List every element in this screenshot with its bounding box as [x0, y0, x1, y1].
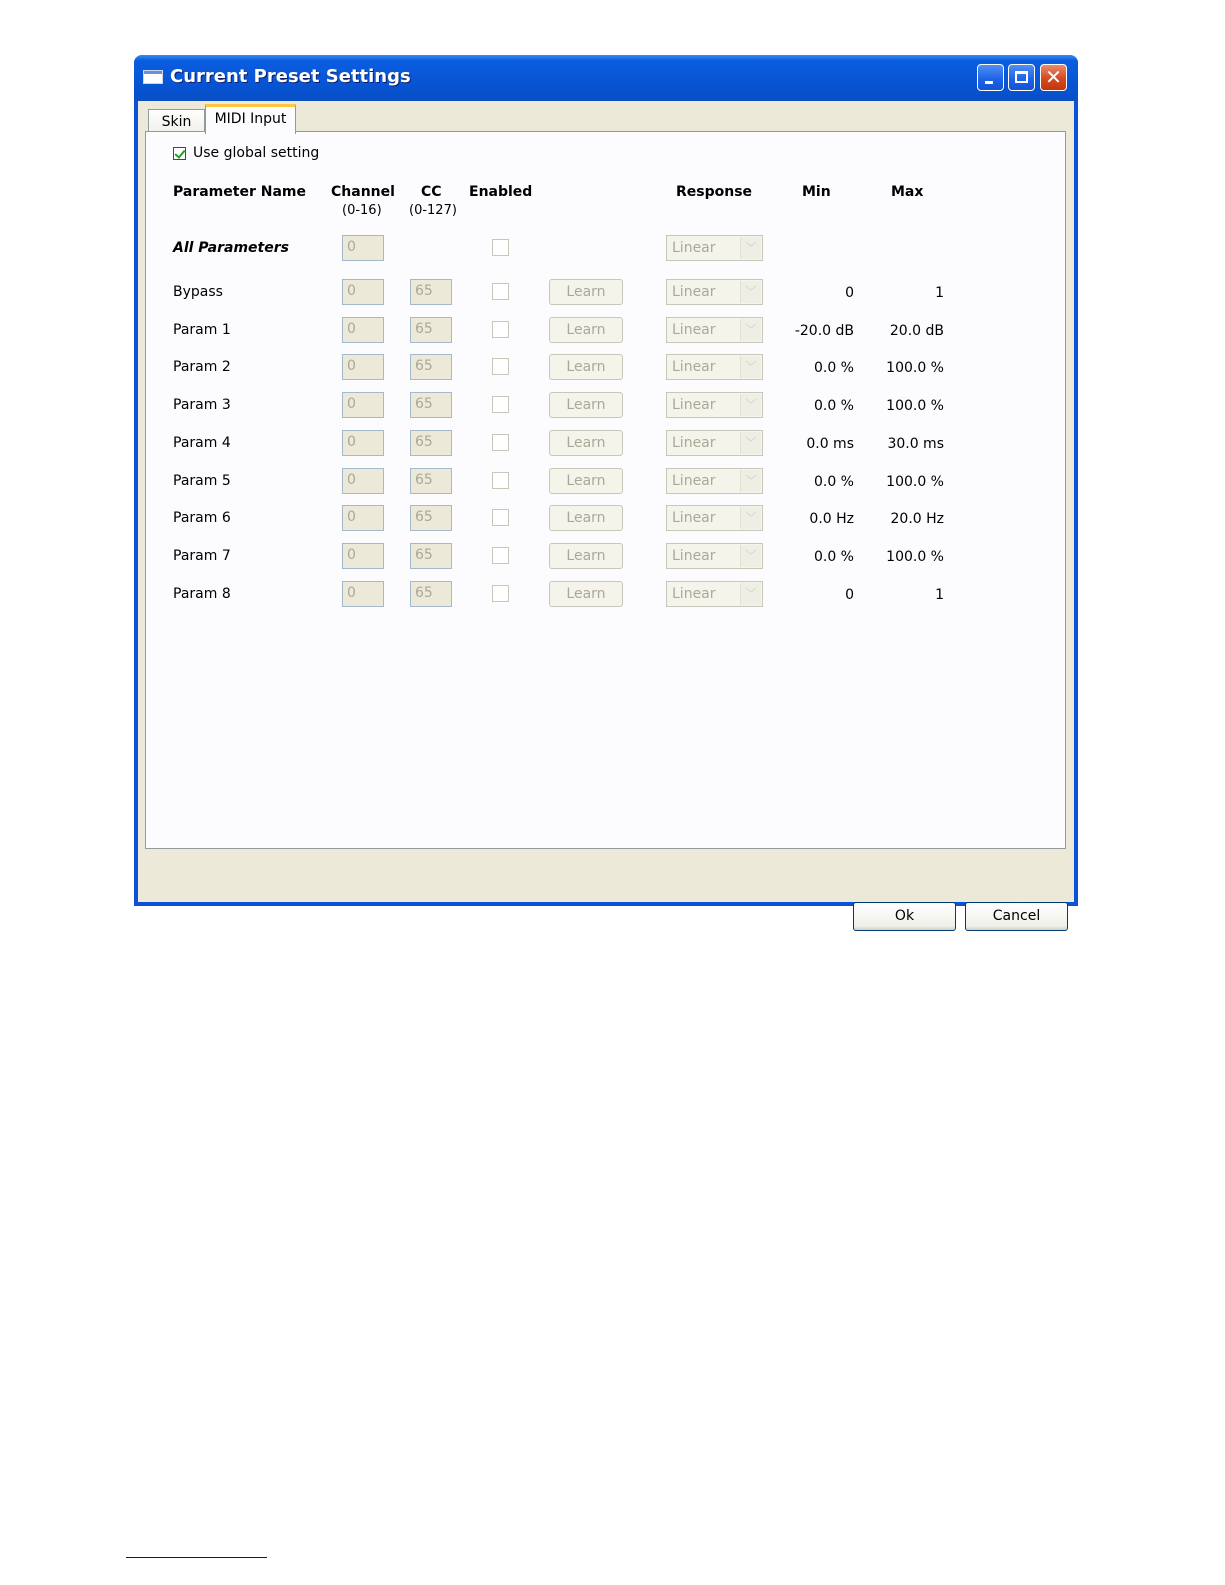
window-app-icon — [143, 70, 163, 84]
header-channel-range: (0-16) — [342, 203, 382, 218]
cc-field[interactable]: 65 — [410, 317, 452, 343]
tab-midi-input-label: MIDI Input — [214, 111, 287, 127]
minimize-button[interactable] — [977, 64, 1004, 91]
window-client-area — [138, 101, 1074, 924]
response-select-value: Linear — [672, 397, 716, 413]
min-value: 0.0 ms — [806, 436, 854, 452]
header-channel: Channel — [331, 184, 395, 200]
max-value: 20.0 Hz — [890, 511, 944, 527]
response-select[interactable] — [666, 543, 763, 569]
header-parameter-name: Parameter Name — [173, 184, 306, 200]
parameter-name: Param 7 — [173, 548, 231, 564]
learn-button[interactable]: Learn — [549, 279, 623, 305]
maximize-icon — [1009, 65, 1034, 90]
enabled-checkbox[interactable] — [492, 321, 509, 338]
chevron-down-icon: ﹀ — [740, 432, 761, 454]
learn-button[interactable]: Learn — [549, 581, 623, 607]
parameter-name: Param 5 — [173, 473, 231, 489]
tab-midi-input[interactable] — [205, 104, 296, 134]
use-global-checkbox[interactable] — [173, 147, 186, 160]
parameter-name: Param 8 — [173, 586, 231, 602]
cc-field[interactable]: 65 — [410, 505, 452, 531]
cc-field[interactable]: 65 — [410, 581, 452, 607]
min-value: 0.0 % — [813, 549, 854, 565]
footer-rule — [126, 1557, 267, 1558]
max-value: 1 — [935, 587, 944, 603]
channel-field[interactable]: 0 — [342, 317, 384, 343]
min-value: -20.0 dB — [794, 323, 854, 339]
header-cc: CC — [421, 184, 442, 200]
all-parameters-label: All Parameters — [173, 240, 289, 256]
chevron-down-icon: ﹀ — [740, 583, 761, 605]
cc-field[interactable]: 65 — [410, 468, 452, 494]
learn-button[interactable]: Learn — [549, 392, 623, 418]
enabled-checkbox[interactable] — [492, 472, 509, 489]
preset-settings-window — [134, 55, 1078, 924]
learn-button[interactable]: Learn — [549, 317, 623, 343]
channel-field[interactable]: 0 — [342, 430, 384, 456]
parameter-name: Bypass — [173, 284, 223, 300]
enabled-checkbox[interactable] — [492, 547, 509, 564]
channel-field[interactable]: 0 — [342, 468, 384, 494]
response-select-value: Linear — [672, 586, 716, 602]
chevron-down-icon: ﹀ — [740, 545, 761, 567]
response-select-value: Linear — [672, 284, 716, 300]
chevron-down-icon: ﹀ — [740, 237, 761, 259]
cc-field[interactable]: 65 — [410, 279, 452, 305]
response-select[interactable] — [666, 354, 763, 380]
min-value: 0 — [845, 285, 854, 301]
max-value: 100.0 % — [886, 474, 944, 490]
learn-button[interactable]: Learn — [549, 468, 623, 494]
tab-skin[interactable] — [148, 109, 205, 133]
response-select[interactable] — [666, 279, 763, 305]
enabled-checkbox[interactable] — [492, 358, 509, 375]
min-value: 0.0 % — [813, 360, 854, 376]
response-select[interactable] — [666, 505, 763, 531]
max-value: 1 — [935, 285, 944, 301]
all-parameters-enabled-checkbox[interactable] — [492, 239, 509, 256]
response-select[interactable] — [666, 430, 763, 456]
tab-skin-label: Skin — [161, 114, 192, 130]
max-value: 30.0 ms — [887, 436, 944, 452]
cc-field[interactable]: 65 — [410, 543, 452, 569]
learn-button[interactable]: Learn — [549, 505, 623, 531]
chevron-down-icon: ﹀ — [740, 394, 761, 416]
cancel-button[interactable]: Cancel — [965, 902, 1068, 931]
response-select-value: Linear — [672, 473, 716, 489]
chevron-down-icon: ﹀ — [740, 281, 761, 303]
channel-field[interactable]: 0 — [342, 581, 384, 607]
channel-field[interactable]: 0 — [342, 543, 384, 569]
learn-button[interactable]: Learn — [549, 543, 623, 569]
header-enabled: Enabled — [469, 184, 533, 200]
learn-button[interactable]: Learn — [549, 430, 623, 456]
parameter-name: Param 4 — [173, 435, 231, 451]
max-value: 100.0 % — [886, 360, 944, 376]
chevron-down-icon: ﹀ — [740, 319, 761, 341]
all-parameters-channel-field[interactable]: 0 — [342, 235, 384, 261]
enabled-checkbox[interactable] — [492, 585, 509, 602]
chevron-down-icon: ﹀ — [740, 507, 761, 529]
header-min: Min — [802, 184, 831, 200]
cc-field[interactable]: 65 — [410, 354, 452, 380]
cc-field[interactable]: 65 — [410, 430, 452, 456]
min-value: 0.0 % — [813, 398, 854, 414]
channel-field[interactable]: 0 — [342, 279, 384, 305]
ok-button[interactable]: Ok — [853, 902, 956, 931]
use-global-setting[interactable] — [173, 145, 319, 161]
response-select-value: Linear — [672, 548, 716, 564]
enabled-checkbox[interactable] — [492, 434, 509, 451]
parameter-name: Param 3 — [173, 397, 231, 413]
response-select-value: Linear — [672, 359, 716, 375]
chevron-down-icon: ﹀ — [740, 470, 761, 492]
header-response: Response — [676, 184, 753, 200]
parameter-name: Param 6 — [173, 510, 231, 526]
title-bar[interactable] — [134, 55, 1078, 101]
maximize-button[interactable] — [1008, 64, 1035, 91]
min-value: 0.0 % — [813, 474, 854, 490]
response-select[interactable] — [666, 392, 763, 418]
header-cc-range: (0-127) — [409, 203, 457, 218]
header-max: Max — [891, 184, 924, 200]
response-select[interactable] — [666, 317, 763, 343]
chevron-down-icon: ﹀ — [740, 356, 761, 378]
close-button[interactable] — [1040, 64, 1067, 91]
close-icon: ✕ — [1045, 65, 1062, 89]
midi-input-panel — [145, 131, 1066, 849]
min-value: 0 — [845, 587, 854, 603]
max-value: 100.0 % — [886, 398, 944, 414]
max-value: 100.0 % — [886, 549, 944, 565]
response-select-value: Linear — [672, 435, 716, 451]
response-select-value: Linear — [672, 240, 716, 256]
enabled-checkbox[interactable] — [492, 283, 509, 300]
channel-field[interactable]: 0 — [342, 392, 384, 418]
enabled-checkbox[interactable] — [492, 396, 509, 413]
channel-field[interactable]: 0 — [342, 505, 384, 531]
parameter-name: Param 1 — [173, 322, 231, 338]
enabled-checkbox[interactable] — [492, 509, 509, 526]
response-select[interactable] — [666, 581, 763, 607]
channel-field[interactable]: 0 — [342, 354, 384, 380]
response-select[interactable] — [666, 468, 763, 494]
cc-field[interactable]: 65 — [410, 392, 452, 418]
all-parameters-response-select[interactable] — [666, 235, 763, 261]
response-select-value: Linear — [672, 322, 716, 338]
parameter-name: Param 2 — [173, 359, 231, 375]
response-select-value: Linear — [672, 510, 716, 526]
min-value: 0.0 Hz — [809, 511, 854, 527]
window-title: Current Preset Settings — [170, 66, 411, 87]
minimize-icon — [978, 65, 1003, 90]
learn-button[interactable]: Learn — [549, 354, 623, 380]
use-global-label: Use global setting — [193, 145, 320, 161]
max-value: 20.0 dB — [889, 323, 944, 339]
